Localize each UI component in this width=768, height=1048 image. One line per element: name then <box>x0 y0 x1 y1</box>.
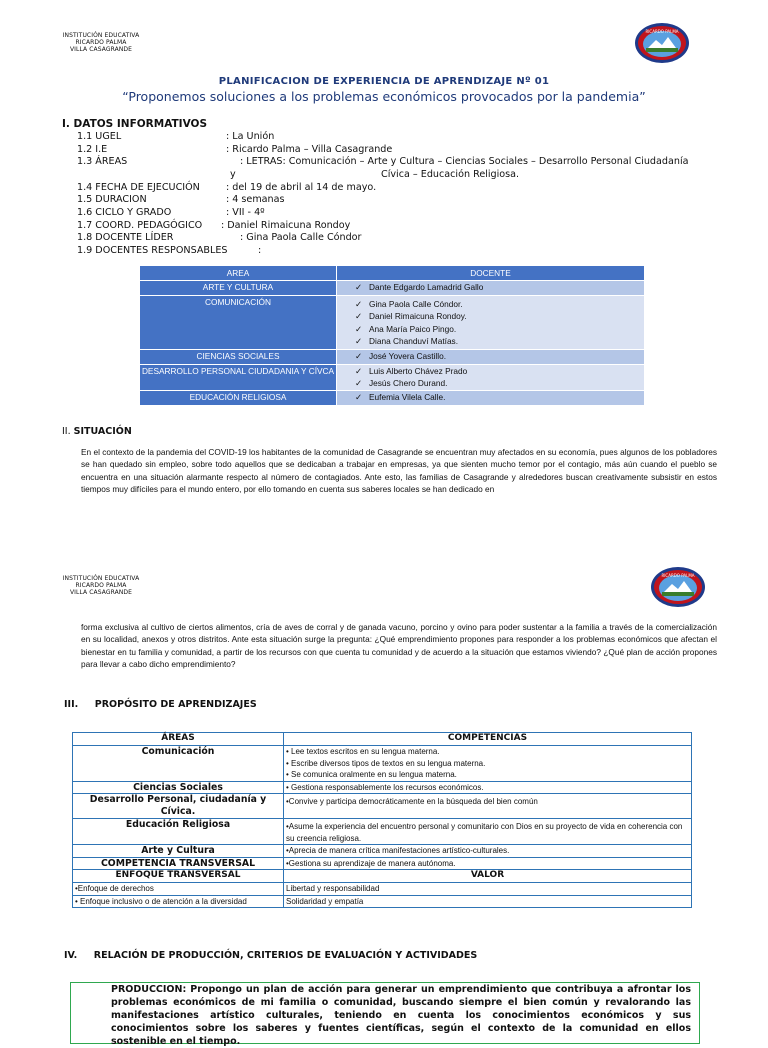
area-cell: ARTE Y CULTURA <box>140 281 337 296</box>
list-item: • Lee textos escritos en su lengua materna. <box>286 747 440 756</box>
check-icon: ✓ <box>355 335 362 346</box>
section-situacion-heading <box>62 426 132 437</box>
school-logo <box>650 566 706 608</box>
info-value: : del 19 de abril al 14 de mayo. <box>226 181 377 193</box>
list-item: •Aprecia de manera crítica manifestaciones artístico-culturales. <box>286 846 510 855</box>
list-item <box>355 323 644 335</box>
list-item <box>355 350 644 362</box>
area-cell: Educación Religiosa <box>73 819 284 845</box>
docente-name: Luis Alberto Chávez Prado <box>369 366 468 376</box>
competencias-table <box>72 732 692 908</box>
competencia-cell <box>284 794 692 819</box>
area-cell: CIENCIAS SOCIALES <box>140 350 337 365</box>
info-value: : LETRAS: Comunicación – Arte y Cultura – Ciencias Sociales – Desarrollo Personal Ciudadanía <box>240 156 689 167</box>
check-icon: ✓ <box>355 299 362 309</box>
competencia-cell <box>284 746 692 782</box>
list-item <box>355 335 644 347</box>
school-line: VILLA CASAGRANDE <box>69 589 133 596</box>
info-label: y <box>230 169 236 180</box>
datos-informativos <box>0 0 768 260</box>
info-value: : VII - 4º <box>226 207 265 218</box>
column-header-area: AREA <box>140 266 337 281</box>
info-value: : Daniel Rimaicuna Rondoy <box>221 219 351 231</box>
table-row <box>73 883 692 896</box>
column-header-valor: VALOR <box>284 870 692 883</box>
docente-cell <box>337 296 645 350</box>
section-proposito-heading: III. PROPÓSITO DE APRENDIZAJES <box>64 699 257 710</box>
info-value: : 4 semanas <box>226 194 285 205</box>
info-label: 1.9 DOCENTES RESPONSABLES <box>77 244 228 256</box>
docente-name: José Yovera Castillo. <box>369 351 447 361</box>
list-item <box>355 391 644 403</box>
area-cell: COMUNICACIÓN <box>140 296 337 350</box>
table-row <box>73 845 692 858</box>
check-icon: ✓ <box>355 366 362 376</box>
column-header-docente: DOCENTE <box>337 266 645 281</box>
table-row <box>140 281 645 296</box>
area-cell: Desarrollo Personal, ciudadanía y Cívica. <box>73 794 284 819</box>
school-line: RICARDO PALMA <box>75 39 127 46</box>
valor-cell: Solidaridad y empatía <box>284 895 692 908</box>
list-item: • Escribe diversos tipos de textos en su lengua materna. <box>286 758 486 768</box>
info-label: 1.7 COORD. PEDAGÓGICO <box>77 219 203 231</box>
list-item: •Asume la experiencia del encuentro personal y comunitario con Dios en su proyecto de vida en coherencia con su creencia religiosa. <box>286 822 683 843</box>
produccion-box <box>70 982 700 1047</box>
competencia-cell <box>284 857 692 870</box>
area-cell: EDUCACIÓN RELIGIOSA <box>140 391 337 406</box>
check-icon: ✓ <box>355 282 362 292</box>
info-label: 1.6 CICLO Y GRADO <box>77 207 172 218</box>
area-cell: COMPETENCIA TRANSVERSAL <box>73 857 284 870</box>
plan-subtitle: “Proponemos soluciones a los problemas económicos provocados por la pandemia” <box>122 89 646 104</box>
area-cell: DESARROLLO PERSONAL CIUDADANIA Y CÍVCA <box>140 365 337 391</box>
list-item <box>355 365 644 377</box>
docente-name: Jesús Chero Durand. <box>369 378 448 389</box>
table-header-row <box>140 266 645 281</box>
teachers-table <box>139 265 645 406</box>
docente-cell <box>337 391 645 406</box>
table-row <box>73 857 692 870</box>
situacion-paragraph-2: forma exclusiva al cultivo de ciertos alimentos, cría de aves de corral y de ganada vacuno, porcino y ovino para poder sustentar a la familia a través de la comercialización en su localidad, anexos y otros distritos. Ante esta situación surge la pregunta: ¿Qué emprendimiento propones para responder a los problemas económicos que afectan el bienestar en tu familia y comunidad, a partir de los recursos con que cuenta tu comunidad y de acuerdo a la situación que estamos viviendo? ¿Qué plan de acción propones para llevar a cabo dicho emprendimiento? <box>81 622 717 670</box>
column-header-competencias: COMPETENCIAS <box>284 733 692 746</box>
info-label: 1.1 UGEL <box>77 131 122 142</box>
docente-name: Dante Edgardo Lamadrid Gallo <box>369 282 484 292</box>
info-label: 1.3 ÁREAS <box>77 156 128 167</box>
school-line: INSTITUCIÓN EDUCATIVA <box>62 32 140 39</box>
info-value: : La Unión <box>226 131 275 142</box>
table-row <box>73 794 692 819</box>
info-label: 1.5 DURACION <box>77 194 147 205</box>
logo-text: RICARDO PALMA <box>661 573 695 578</box>
table-row <box>73 819 692 845</box>
docente-name: Gina Paola Calle Cóndor. <box>369 299 463 309</box>
docente-cell <box>337 350 645 365</box>
info-value: : Ricardo Palma – Villa Casagrande <box>226 143 393 155</box>
area-cell: Comunicación <box>73 746 284 782</box>
valor-cell: Libertad y responsabilidad <box>284 883 692 896</box>
situacion-paragraph-1: En el contexto de la pandemia del COVID-19 los habitantes de la comunidad de Casagrande se encuentran muy afectados en su economía, pues algunos de los pobladores se han quedado sin empleo, sobre todo aquellos que se dedicaban a trabajar en empresas, ya que sienten mucho temor por el contagio, más aún cuando el pueblo se encuentra en una situación alarmante respecto al número de contagiados. Ante esto, las familias de Casagrande y alrededores buscan creativamente subsistir en estos tiempos muy difíciles para el mundo entero, por ello tomando en cuenta sus saberes locales se han dedicado en <box>81 447 717 495</box>
table-row <box>140 350 645 365</box>
info-value: : Gina Paola Calle Cóndor <box>240 232 362 243</box>
info-label: 1.4 FECHA DE EJECUCIÓN <box>77 181 200 193</box>
table-row <box>73 895 692 908</box>
competencia-cell <box>284 845 692 858</box>
list-item: • Gestiona responsablemente los recursos económicos. <box>286 782 484 792</box>
table-header-row <box>73 733 692 746</box>
docente-cell <box>337 365 645 391</box>
info-label: 1.8 DOCENTE LÍDER <box>77 232 174 243</box>
docente-name: Daniel Rimaicuna Rondoy. <box>369 311 467 322</box>
table-row <box>140 365 645 391</box>
info-value: Cívica – Educación Religiosa. <box>381 169 520 180</box>
competencia-cell <box>284 781 692 794</box>
column-header-enfoque: ENFOQUE TRANSVERSAL <box>73 870 284 883</box>
table-row <box>140 391 645 406</box>
list-item <box>355 310 644 322</box>
docente-name: Eufemia Vilela Calle. <box>369 392 446 402</box>
area-cell: Arte y Cultura <box>73 845 284 858</box>
check-icon: ✓ <box>355 392 362 402</box>
list-item <box>355 298 644 310</box>
school-line: VILLA CASAGRANDE <box>69 46 133 53</box>
section-relacion-heading: IV. RELACIÓN DE PRODUCCIÓN, CRITERIOS DE EVALUACIÓN Y ACTIVIDADES <box>64 950 478 961</box>
list-item <box>355 281 644 293</box>
produccion-text: PRODUCCION: Propongo un plan de acción para generar un emprendimiento que contribuya a afrontar los problemas económicos de mi familia o comunidad, buscando siempre el bien común y revalorando las manifestaciones artístico culturales, teniendo en cuenta los conocimientos económicos y sus conocimientos sobre los saberes y fuentes científicas, según el contexto de la comunidad en ellos sostenible en el tiempo. <box>111 984 691 1047</box>
list-item: • Se comunica oralmente en su lengua materna. <box>286 770 457 779</box>
check-icon: ✓ <box>355 323 362 334</box>
docente-name: Diana Chanduví Matías. <box>369 335 459 346</box>
section-title: SITUACIÓN <box>73 426 132 437</box>
info-label: 1.2 I.E <box>77 143 108 155</box>
section-number: II. <box>62 426 71 437</box>
check-icon: ✓ <box>355 378 362 389</box>
check-icon: ✓ <box>355 311 362 322</box>
table-row <box>73 746 692 782</box>
table-row <box>73 781 692 794</box>
logo-text: RICARDO PALMA <box>645 29 679 34</box>
list-item: •Convive y participa democráticamente en la búsqueda del bien común <box>286 797 538 806</box>
info-value: : <box>258 244 262 256</box>
list-item: •Gestiona su aprendizaje de manera autónoma. <box>286 858 456 868</box>
area-cell: Ciencias Sociales <box>73 781 284 794</box>
school-line: INSTITUCIÓN EDUCATIVA <box>62 575 140 582</box>
docente-name: Ana María Paico Pingo. <box>369 323 457 334</box>
section-datos-heading: I. DATOS INFORMATIVOS <box>62 118 208 130</box>
docente-cell <box>337 281 645 296</box>
school-line: RICARDO PALMA <box>75 582 127 589</box>
enfoque-cell: •Enfoque de derechos <box>73 883 284 896</box>
list-item <box>355 377 644 389</box>
table-header-row <box>73 870 692 883</box>
competencia-cell <box>284 819 692 845</box>
plan-title: PLANIFICACION DE EXPERIENCIA DE APRENDIZAJE Nº 01 <box>218 76 550 87</box>
table-row <box>140 296 645 350</box>
enfoque-cell: • Enfoque inclusivo o de atención a la diversidad <box>73 895 284 908</box>
school-name <box>62 575 140 596</box>
column-header-areas: ÁREAS <box>73 733 284 746</box>
check-icon: ✓ <box>355 351 362 361</box>
